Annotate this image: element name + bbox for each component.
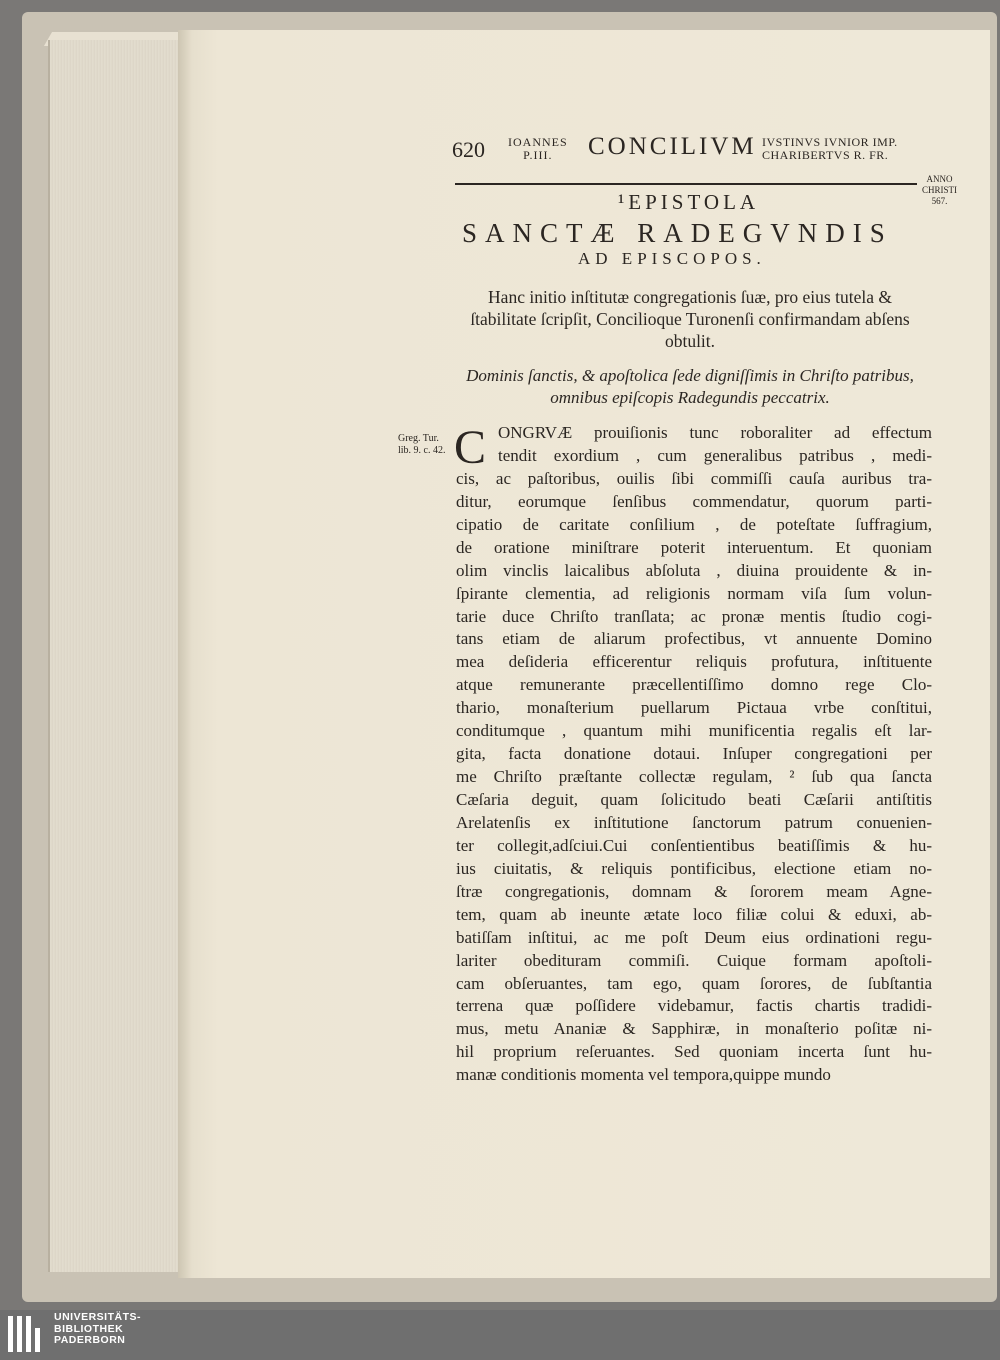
body-line: tendit exordium , cum generalibus patribus , medi- [498,445,932,465]
body-line: cis, ac paſtoribus, ouilis ſibi commiſſi cauſa auribus tra- [456,468,932,488]
page-number: 620 [452,137,485,162]
body-line: de oratione miniſtrare poterit interuentum. Et quoniam [456,537,932,557]
body-line: ſtræ congregationis, domnam & ſororem meam Agne- [456,881,932,901]
year-side-note [922,174,957,207]
margin-reference [398,433,446,457]
body-line: atque remunerante præcellentiſſimo domno rege Clo- [456,675,932,695]
body-line: cam obſeruantes, tam ego, quam ſorores, de ſubſtantia [456,973,932,993]
salutation: Dominis ſanctis, & apoſtolica ſede digniſſimis in Chriſto patribus, omnibus epiſcopis Radegundis peccatrix. [466,366,914,407]
body-line: ditur, eorumque ſenſibus commendatur, quorum parti- [456,491,932,511]
body-line: ter collegit,adſciui.Cui conſentientibus beatiſſimis & hu- [456,835,932,855]
intro-paragraph: Hanc initio inſtitutæ congregationis ſuæ, pro eius tutela & ſtabilitate ſcripſit, Concilioque Turonenſi confirmandam abſens obtulit. [470,287,910,351]
body-line: mea deſideria efficerentur reliquis profutura, inſtituente [456,652,932,672]
body-line: manæ conditionis momenta vel tempora,quippe mundo [456,1065,831,1085]
body-text [456,422,932,1087]
heading-sanctae: SANCTÆ RADEGVNDIS [462,218,893,248]
body-line: batiſſam inſtitui, ac me poſt Deum eius ordinationi regu- [456,927,932,947]
library-logo-icon [6,1314,46,1356]
margin-ref-line: Greg. Tur. [398,433,439,444]
ruler-line-1: IVSTINVS IVNIOR IMP. [762,135,898,149]
library-name-line: UNIVERSITÄTS- [54,1311,142,1323]
heading-epistola: ¹EPISTOLA [618,190,760,214]
body-line: ius ciuitatis, & reliquis pontificibus, electione etiam no- [456,858,932,878]
page-block-edge [48,40,180,1272]
body-line: olim vinclis laicalibus abſoluta , diuina prouidente & in- [456,560,932,580]
body-line: tem, quam ab ineunte ætate loco filiæ colui & eduxi, ab- [456,904,932,924]
side-note-line: CHRISTI [922,185,958,195]
library-name-line: PADERBORN [54,1334,126,1346]
side-note-line: ANNO [926,174,953,184]
pope-name: IOANNES [508,135,568,149]
header-rule [455,183,917,185]
running-head-title: CONCILIVM [588,133,757,160]
library-name-line: BIBLIOTHEK [54,1322,124,1335]
body-line: Arelatenſis ex inſtitutione ſanctorum patrum conuenien- [456,812,932,832]
body-line: mus, metu Ananiæ & Sapphiræ, in monaſterio poſitæ ni- [456,1019,932,1039]
body-line: hil proprium reſeruantes. Sed quoniam incerta ſunt hu- [456,1042,932,1062]
body-line: lariter obedituram commiſi. Cuique formam apoſtoli- [456,950,932,970]
drop-cap: C [454,421,487,474]
pope-number: P.III. [523,148,553,162]
running-head-pope [508,136,568,162]
body-line: me Chriſto præſtante collectæ regulam, ² ſub qua ſancta [456,767,932,787]
body-line: tarie duce Chriſto tranſlata; ac pronæ mentis ſtudio cogi- [456,606,932,626]
body-line: ONGRVÆ prouiſionis tunc roboraliter ad effectum [498,423,932,442]
body-line: thario, monaſterium puellarum Pictaua vrbe conſtitui, [456,698,932,718]
body-line: ſpirante clementia, ad religionis normam viſa ſum volun- [456,583,932,603]
library-banner [0,1310,1000,1360]
margin-ref-line: lib. 9. c. 42. [398,445,446,456]
heading-ad-episcopos: AD EPISCOPOS. [578,249,766,268]
ruler-line-2: CHARIBERTVS R. FR. [762,148,889,162]
body-line: conditumque , quantum mihi munificentia regalis eſt lar- [456,721,932,741]
running-head-rulers [762,136,898,162]
side-note-line: 567. [931,196,948,206]
body-line: Cæſaria deguit, quam ſolicitudo beati Cæſarii antiſtitis [456,790,932,809]
body-line: cipatio de caritate conſilium , de poteſtate ſuffragium, [456,514,932,534]
body-line: terrena quæ poſſidere videbamur, factis chartis tradidi- [456,996,932,1016]
body-line: gita, facta donatione dotaui. Inſuper congregationi per [456,744,932,764]
library-name [54,1312,141,1347]
body-line: tans etiam de aliarum profectibus, vt annuente Domino [456,629,932,649]
